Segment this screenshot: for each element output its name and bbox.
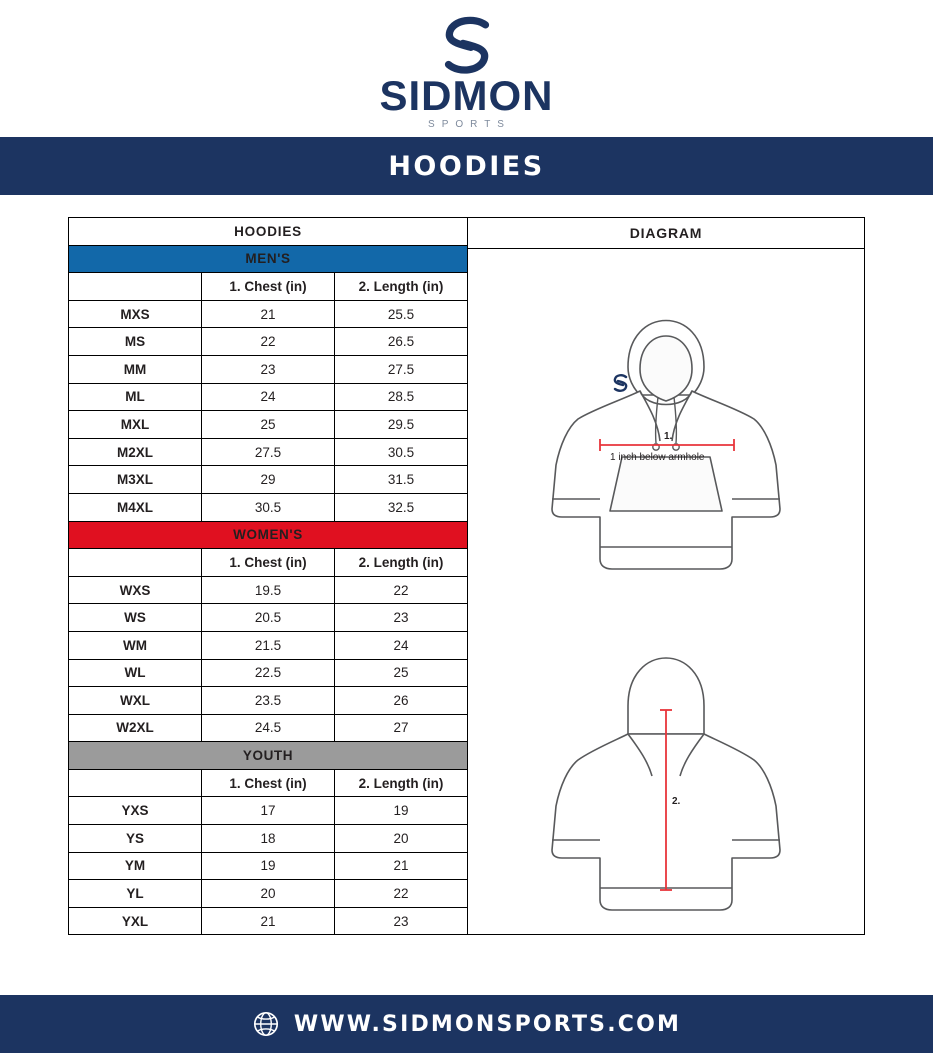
row-size: WXS: [69, 576, 202, 604]
chest-logo-icon: [615, 376, 626, 391]
row-chest: 29: [202, 466, 335, 494]
row-size: YXS: [69, 797, 202, 825]
row-size: WL: [69, 659, 202, 687]
column-header-row: [69, 549, 468, 577]
row-length: 23: [335, 907, 468, 935]
table-row: [69, 328, 468, 356]
row-size: YXL: [69, 907, 202, 935]
row-chest: 18: [202, 825, 335, 853]
row-chest: 23.5: [202, 687, 335, 715]
row-chest: 20.5: [202, 604, 335, 632]
row-length: 23: [335, 604, 468, 632]
table-row: [69, 659, 468, 687]
row-size: MM: [69, 355, 202, 383]
row-length: 29.5: [335, 411, 468, 439]
back-measure-label: 2.: [672, 796, 681, 808]
row-length: 25: [335, 659, 468, 687]
hoodie-front-diagram-icon: [516, 259, 816, 589]
row-chest: 24.5: [202, 714, 335, 742]
row-size: WXL: [69, 687, 202, 715]
row-size: YL: [69, 880, 202, 908]
row-size: MXL: [69, 411, 202, 439]
row-length: 20: [335, 825, 468, 853]
row-chest: 23: [202, 355, 335, 383]
section-header-youth: YOUTH: [69, 742, 468, 770]
section-header-row: [69, 521, 468, 549]
row-length: 19: [335, 797, 468, 825]
page-title-bar: [0, 137, 933, 195]
table-row: [69, 466, 468, 494]
column-header-chest: 1. Chest (in): [202, 273, 335, 301]
row-chest: 30.5: [202, 493, 335, 521]
footer-bar: [0, 995, 933, 1053]
row-size: MXS: [69, 300, 202, 328]
row-size: M3XL: [69, 466, 202, 494]
table-row: [69, 825, 468, 853]
column-header-chest: 1. Chest (in): [202, 549, 335, 577]
website-url[interactable]: WWW.SIDMONSPORTS.COM: [293, 1011, 682, 1037]
column-header-blank: [69, 769, 202, 797]
row-chest: 21: [202, 907, 335, 935]
row-chest: 19: [202, 852, 335, 880]
row-length: 24: [335, 631, 468, 659]
diagram-column: [468, 217, 865, 935]
column-header-row: [69, 273, 468, 301]
table-row: [69, 880, 468, 908]
row-size: WS: [69, 604, 202, 632]
row-size: WM: [69, 631, 202, 659]
section-header-womens: WOMEN'S: [69, 521, 468, 549]
row-length: 27: [335, 714, 468, 742]
row-chest: 19.5: [202, 576, 335, 604]
section-header-row: [69, 742, 468, 770]
section-header-row: [69, 245, 468, 273]
row-size: W2XL: [69, 714, 202, 742]
row-length: 28.5: [335, 383, 468, 411]
diagram-title: DIAGRAM: [468, 218, 864, 249]
row-size: M4XL: [69, 493, 202, 521]
row-size: MS: [69, 328, 202, 356]
column-header-length: 2. Length (in): [335, 769, 468, 797]
globe-icon: [252, 1010, 280, 1038]
table-row: [69, 493, 468, 521]
row-size: M2XL: [69, 438, 202, 466]
brand-tagline: SPORTS: [428, 119, 511, 130]
size-table-column: [68, 217, 468, 935]
table-row: [69, 631, 468, 659]
table-row: [69, 687, 468, 715]
row-length: 21: [335, 852, 468, 880]
row-chest: 24: [202, 383, 335, 411]
row-chest: 25: [202, 411, 335, 439]
row-chest: 21: [202, 300, 335, 328]
size-table-title: HOODIES: [69, 218, 468, 246]
row-length: 30.5: [335, 438, 468, 466]
row-length: 22: [335, 880, 468, 908]
row-size: YS: [69, 825, 202, 853]
row-length: 31.5: [335, 466, 468, 494]
row-length: 27.5: [335, 355, 468, 383]
brand-header: [0, 0, 933, 137]
brand-name: SIDMON: [379, 72, 554, 119]
column-header-blank: [69, 273, 202, 301]
table-row: [69, 604, 468, 632]
table-row: [69, 797, 468, 825]
hoodie-back-diagram-icon: [516, 594, 816, 924]
row-chest: 22: [202, 328, 335, 356]
size-table: [68, 217, 468, 935]
table-row: [69, 852, 468, 880]
table-row: [69, 907, 468, 935]
row-length: 22: [335, 576, 468, 604]
column-header-chest: 1. Chest (in): [202, 769, 335, 797]
row-chest: 22.5: [202, 659, 335, 687]
table-row: [69, 383, 468, 411]
table-row: [69, 411, 468, 439]
row-size: YM: [69, 852, 202, 880]
diagram-body: [468, 249, 864, 934]
front-measure-label: 1.: [664, 431, 673, 443]
column-header-length: 2. Length (in): [335, 549, 468, 577]
row-chest: 20: [202, 880, 335, 908]
row-chest: 21.5: [202, 631, 335, 659]
row-chest: 27.5: [202, 438, 335, 466]
sidmon-s-logo-icon: [434, 13, 500, 79]
row-length: 25.5: [335, 300, 468, 328]
column-header-length: 2. Length (in): [335, 273, 468, 301]
row-size: ML: [69, 383, 202, 411]
row-length: 26: [335, 687, 468, 715]
table-row: [69, 714, 468, 742]
front-measure-note: 1 inch below armhole: [610, 452, 705, 464]
page-title: HOODIES: [388, 150, 545, 182]
section-header-mens: MEN'S: [69, 245, 468, 273]
table-row: [69, 355, 468, 383]
row-length: 32.5: [335, 493, 468, 521]
column-header-blank: [69, 549, 202, 577]
table-row: [69, 438, 468, 466]
column-header-row: [69, 769, 468, 797]
table-title-row: [69, 218, 468, 246]
table-row: [69, 300, 468, 328]
row-length: 26.5: [335, 328, 468, 356]
row-chest: 17: [202, 797, 335, 825]
table-row: [69, 576, 468, 604]
main-content: [0, 195, 933, 935]
